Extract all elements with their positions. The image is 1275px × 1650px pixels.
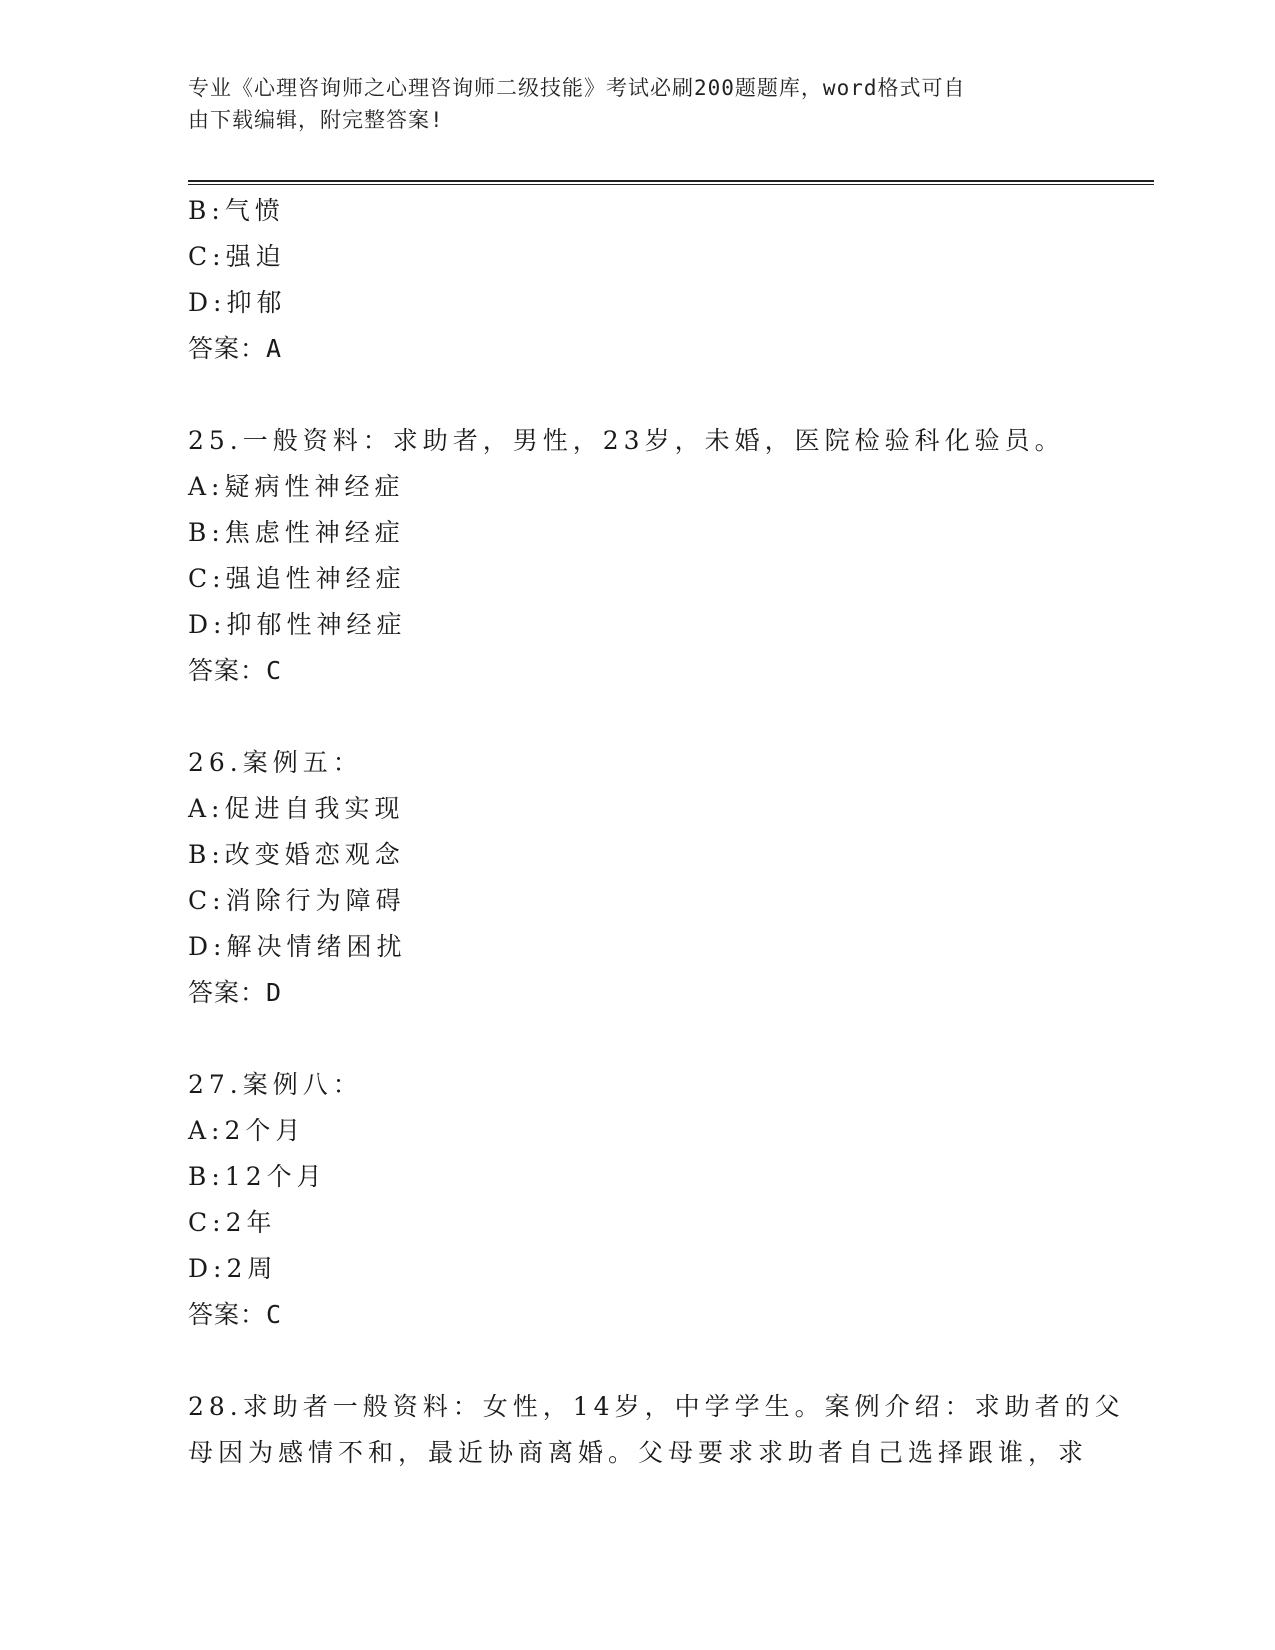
option-c: C:强迫 [188, 242, 286, 271]
question-27 [188, 1062, 1088, 1338]
question-25 [188, 418, 1088, 694]
option-a: A:疑病性神经症 [188, 472, 405, 501]
question-28 [188, 1384, 1125, 1476]
document-header [188, 72, 1078, 136]
option-b: B:12个月 [188, 1162, 327, 1191]
option-b: B:气愤 [188, 196, 285, 225]
option-d: D:抑郁 [188, 288, 287, 317]
option-b: B:焦虑性神经症 [188, 518, 405, 547]
answer-line: 答案：D [188, 978, 283, 1007]
option-c: C:强追性神经症 [188, 564, 406, 593]
option-a: A:促进自我实现 [188, 794, 405, 823]
question-24-continued [188, 188, 1088, 372]
question-stem: 26.案例五： [188, 748, 363, 777]
header-line-1: 专业《心理咨询师之心理咨询师二级技能》考试必刷200题题库，word格式可自 [188, 76, 966, 100]
question-26 [188, 740, 1088, 1016]
option-d: D:2周 [188, 1254, 278, 1283]
question-stem-line-1: 28.求助者一般资料：女性，14岁，中学学生。案例介绍：求助者的父 [188, 1392, 1125, 1421]
answer-line: 答案：C [188, 1300, 283, 1329]
question-stem: 27.案例八： [188, 1070, 363, 1099]
option-d: D:抑郁性神经症 [188, 610, 407, 639]
option-c: C:2年 [188, 1208, 277, 1237]
header-divider-thin [188, 184, 1154, 185]
document-body [188, 188, 1125, 1476]
question-stem: 25.一般资料：求助者，男性，23岁，未婚，医院检验科化验员。 [188, 426, 1065, 455]
question-stem-line-2: 母因为感情不和，最近协商离婚。父母要求求助者自己选择跟谁，求 [188, 1438, 1089, 1467]
header-line-2: 由下载编辑，附完整答案! [188, 108, 444, 132]
option-c: C:消除行为障碍 [188, 886, 406, 915]
option-a: A:2个月 [188, 1116, 306, 1145]
header-divider-thick [188, 180, 1154, 182]
answer-line: 答案：C [188, 656, 283, 685]
answer-line: 答案：A [188, 334, 283, 363]
option-b: B:改变婚恋观念 [188, 840, 405, 869]
option-d: D:解决情绪困扰 [188, 932, 407, 961]
